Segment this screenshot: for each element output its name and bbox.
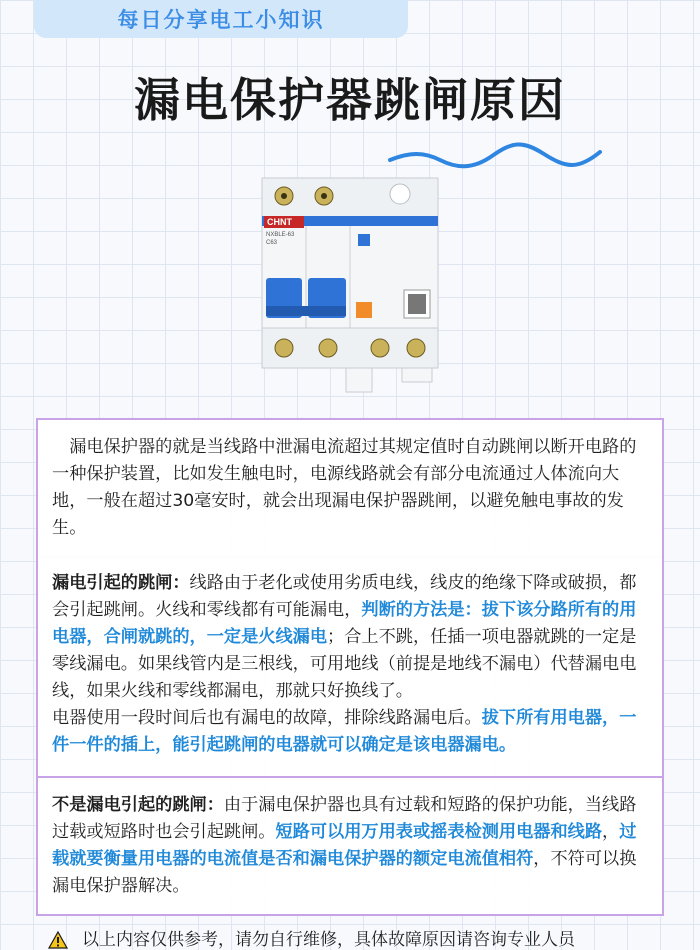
leak-highlight-1: 判断的方法是：拔下该分路所有的用电器，合闸就跳的，一定是火线漏电 bbox=[52, 600, 637, 647]
page-title: 漏电保护器跳闸原因 bbox=[134, 73, 566, 127]
leak-text-1: 线路由于老化或使用劣质电线，线皮的绝缘下降或破损，都会引起跳闸。火线和零线都有可能漏电， bbox=[52, 573, 637, 620]
nonleak-text-3: ，不符可以换漏电保护器解决。 bbox=[52, 849, 637, 896]
leak-text-3: 电器使用一段时间后也有漏电的故障，排除线路漏电后。 bbox=[52, 708, 482, 728]
leak-heading: 漏电引起的跳闸： bbox=[52, 573, 190, 593]
breaker-brand: CHNT bbox=[267, 217, 292, 227]
leak-paragraph bbox=[52, 570, 650, 705]
nonleak-heading: 不是漏电引起的跳闸： bbox=[52, 795, 224, 815]
disclaimer-text: 以上内容仅供参考，请勿自行维修，具体故障原因请咨询专业人员 bbox=[82, 930, 575, 950]
breaker-model: NXBLE-63 bbox=[266, 232, 295, 238]
intro-body: 漏电保护器的就是当线路中泄漏电流超过其规定值时自动跳闸以断开电路的一种保护装置，比如发生触电时，电源线路就会有部分电流通过人体流向大地，一般在超过30毫安时，就会出现漏电保护器跳闸，以避免触电事故的发生。 bbox=[52, 437, 637, 538]
nonleak-highlight-2: 过载就要衡量用电器的电流值是否和漏电保护器的额定电流值相符 bbox=[52, 822, 637, 869]
leak-highlight-2: 拔下所有用电器，一件一件的插上，能引起跳闸的电器就可以确定是该电器漏电。 bbox=[52, 708, 637, 755]
warning-icon bbox=[48, 931, 68, 949]
breaker-image bbox=[262, 178, 438, 400]
leak-card bbox=[36, 556, 664, 778]
leak-text-2: ；合上不跳，任插一项电器就跳的一定是零线漏电。如果线管内是三根线，可用地线（前提是地线不漏电）代替漏电电线，如果火线和零线都漏电，那就只好换线了。 bbox=[52, 627, 637, 701]
nonleak-text-1: 由于漏电保护器也具有过载和短路的保护功能，当线路过载或短路时也会引起跳闸。 bbox=[52, 795, 637, 842]
header-tag: 每日分享电工小知识 bbox=[34, 0, 408, 38]
nonleak-card bbox=[36, 778, 664, 916]
intro-card bbox=[36, 418, 664, 558]
leak-paragraph-2 bbox=[52, 705, 650, 759]
disclaimer bbox=[48, 925, 688, 950]
nonleak-paragraph bbox=[52, 792, 650, 900]
breaker-rating: C63 bbox=[266, 240, 278, 246]
nonleak-text-2: ， bbox=[602, 822, 620, 842]
nonleak-highlight-1: 短路可以用万用表或摇表检测用电器和线路 bbox=[275, 822, 603, 842]
intro-text bbox=[52, 434, 650, 542]
wave-decoration bbox=[388, 138, 604, 174]
